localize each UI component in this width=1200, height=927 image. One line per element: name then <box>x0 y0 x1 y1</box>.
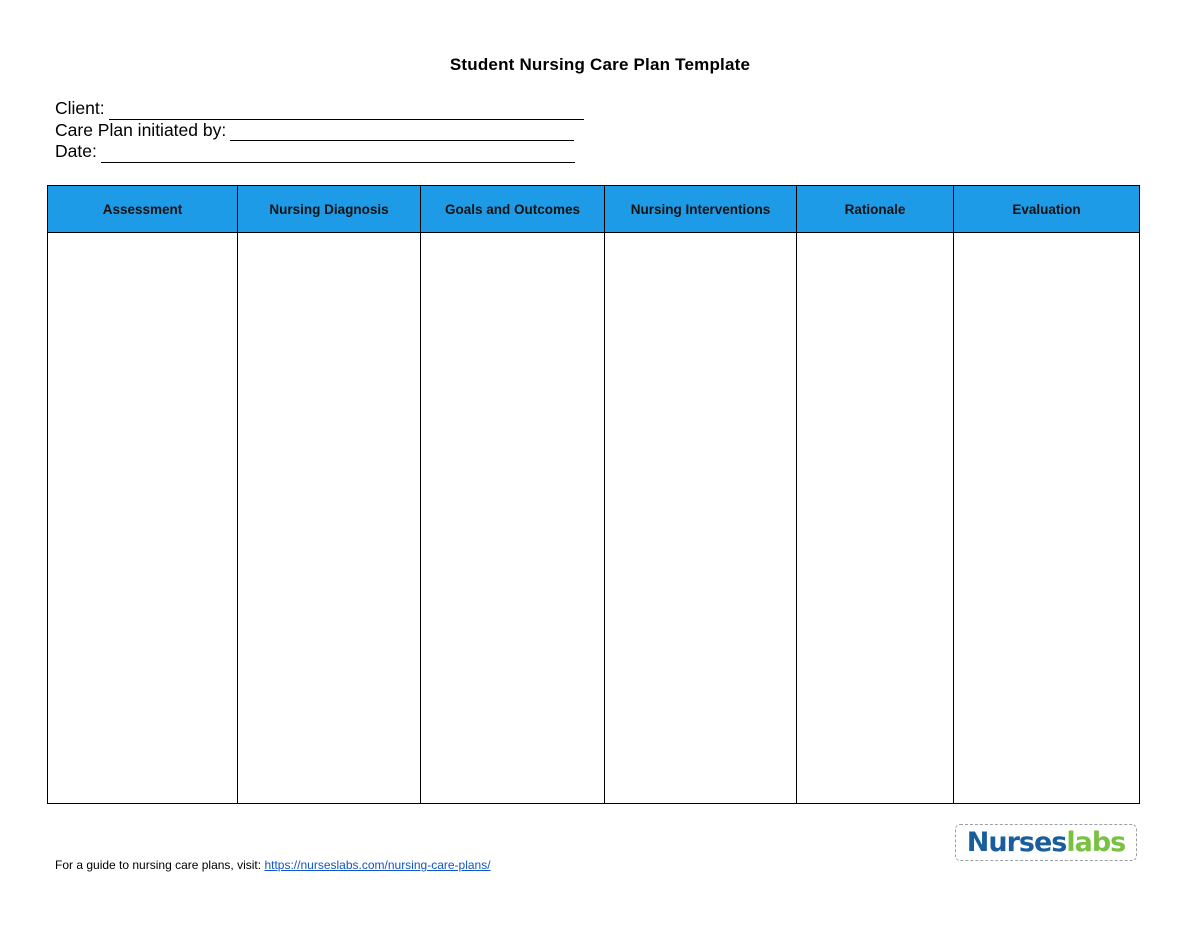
evaluation-cell[interactable] <box>954 233 1140 804</box>
header-evaluation: Evaluation <box>954 186 1140 233</box>
header-assessment: Assessment <box>48 186 238 233</box>
table-row <box>48 233 1140 804</box>
date-blank-line[interactable] <box>101 145 575 163</box>
header-goals-and-outcomes: Goals and Outcomes <box>421 186 605 233</box>
header-rationale: Rationale <box>797 186 954 233</box>
page-title: Student Nursing Care Plan Template <box>449 55 751 74</box>
date-field <box>55 141 584 163</box>
info-fields <box>55 98 584 163</box>
table-header-row <box>48 186 1140 233</box>
footer-prefix: For a guide to nursing care plans, visit: <box>55 858 262 872</box>
nurseslabs-logo <box>955 824 1137 861</box>
client-field <box>55 98 584 120</box>
nursing-diagnosis-cell[interactable] <box>238 233 421 804</box>
header-nursing-diagnosis: Nursing Diagnosis <box>238 186 421 233</box>
rationale-cell[interactable] <box>797 233 954 804</box>
initiated-by-blank-line[interactable] <box>230 123 574 141</box>
care-plans-link[interactable]: https://nurseslabs.com/nursing-care-plans/ <box>264 858 491 872</box>
client-blank-line[interactable] <box>109 102 584 120</box>
care-plan-table <box>47 185 1140 804</box>
assessment-cell[interactable] <box>48 233 238 804</box>
client-label: Client: <box>55 98 105 118</box>
logo-text-nurses: Nurses <box>966 827 1067 858</box>
logo-text-labs: labs <box>1066 827 1126 858</box>
date-label: Date: <box>55 141 97 161</box>
goals-and-outcomes-cell[interactable] <box>421 233 605 804</box>
nursing-interventions-cell[interactable] <box>605 233 797 804</box>
initiated-by-label: Care Plan initiated by: <box>55 119 227 140</box>
header-nursing-interventions: Nursing Interventions <box>605 186 797 233</box>
initiated-by-field <box>55 120 584 142</box>
footer-note <box>55 858 491 872</box>
